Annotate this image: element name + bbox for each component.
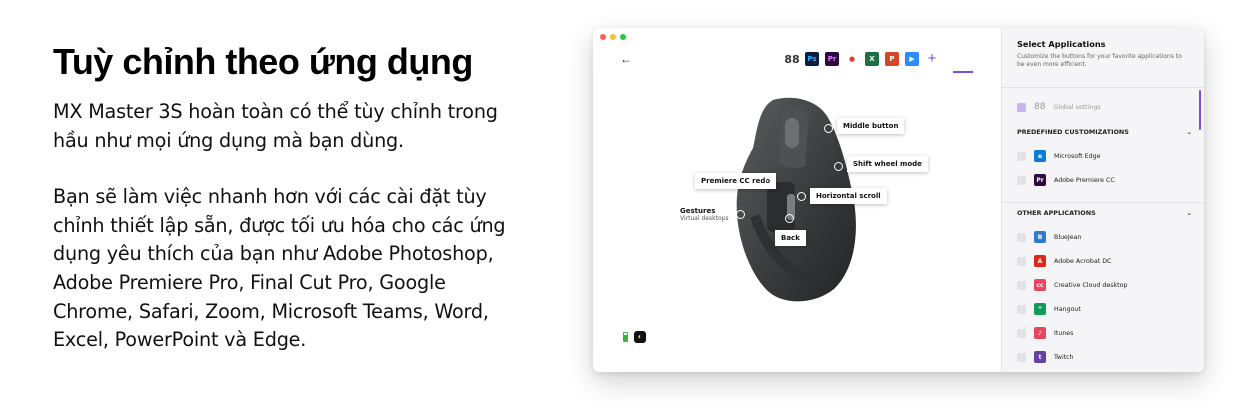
global-settings-icon: 88: [1034, 102, 1046, 112]
global-settings-checkbox[interactable]: [1017, 103, 1026, 112]
app-checkbox[interactable]: [1017, 305, 1026, 314]
add-app-underline: [953, 71, 973, 73]
other-app-row[interactable]: [1017, 231, 1082, 243]
hotspot-shift-wheel[interactable]: [834, 162, 843, 171]
callout-middle-button[interactable]: Middle button: [837, 118, 904, 134]
app-checkbox[interactable]: [1017, 233, 1026, 242]
powerpoint-icon[interactable]: P: [885, 52, 899, 66]
headline: Tuỳ chỉnh theo ứng dụng: [53, 41, 473, 82]
other-app-row[interactable]: [1017, 351, 1074, 363]
panel-subtitle: Customize the buttons for your favorite applications to be even more efficient.: [1017, 53, 1182, 68]
photoshop-icon[interactable]: Ps: [805, 52, 819, 66]
options-app-window: [593, 28, 1204, 372]
adobe-premiere-cc-icon: Pr: [1034, 174, 1046, 186]
hotspot-gestures[interactable]: [736, 210, 745, 219]
paragraph-intro: MX Master 3S hoàn toàn có thể tùy chỉnh trong hầu như mọi ứng dụng mà bạn dùng.: [53, 100, 498, 152]
select-applications-panel: [1001, 28, 1204, 372]
app-label: Creative Cloud desktop: [1054, 281, 1128, 289]
chevron-down-icon[interactable]: ⌄: [1186, 128, 1192, 136]
microsoft-edge-icon: e: [1034, 150, 1046, 162]
minimize-window-button[interactable]: [610, 34, 616, 40]
flow-icon[interactable]: ◐: [634, 331, 646, 343]
itunes-icon: ♪: [1034, 327, 1046, 339]
hotspot-back[interactable]: [785, 214, 794, 223]
other-app-row[interactable]: [1017, 327, 1073, 339]
excel-icon[interactable]: X: [865, 52, 879, 66]
chrome-icon[interactable]: ●: [848, 55, 856, 63]
app-label: Microsoft Edge: [1054, 152, 1101, 160]
callout-premiere-redo[interactable]: Premiere CC redo: [695, 173, 776, 189]
zoom-icon[interactable]: ▶: [905, 52, 919, 66]
other-app-row[interactable]: [1017, 303, 1081, 315]
gestures-label: Gestures: [680, 207, 716, 215]
callout-gestures[interactable]: [680, 207, 729, 222]
hotspot-horizontal-scroll[interactable]: [797, 192, 806, 201]
other-app-row[interactable]: [1017, 279, 1128, 291]
app-label: BlueJean: [1054, 233, 1082, 241]
window-controls: [600, 34, 626, 40]
app-checkbox[interactable]: [1017, 281, 1026, 290]
app-label: Adobe Acrobat DC: [1054, 257, 1112, 265]
creative-cloud-desktop-icon: cc: [1034, 279, 1046, 291]
back-arrow-icon[interactable]: ←: [620, 52, 632, 66]
panel-title: Select Applications: [1017, 39, 1106, 49]
app-checkbox[interactable]: [1017, 353, 1026, 362]
predefined-app-row[interactable]: [1017, 174, 1115, 186]
paragraph-details: Bạn sẽ làm việc nhanh hơn với các cài đặt tùy chỉnh thiết lập sẵn, được tối ưu hóa cho các ứng dụng yêu thích của bạn như Adobe Photoshop, Adobe Premiere Pro, Final Cut Pro, Google Chrome, Safari, Zoom, Microsoft Teams, Word, Excel, PowerPoint và Edge.: [53, 185, 506, 352]
other-section-header[interactable]: [1017, 209, 1192, 217]
app-checkbox[interactable]: [1017, 176, 1026, 185]
predefined-section-title: PREDEFINED CUSTOMIZATIONS: [1017, 128, 1129, 136]
app-checkbox[interactable]: [1017, 257, 1026, 266]
section-divider: [1002, 202, 1204, 203]
other-app-row[interactable]: [1017, 255, 1111, 267]
predefined-app-row[interactable]: [1017, 150, 1101, 162]
global-settings-label: Global settings: [1053, 103, 1101, 111]
panel-header: [1002, 28, 1204, 88]
bluejean-icon: B: [1034, 231, 1046, 243]
app-label: Adobe Premiere CC: [1054, 176, 1115, 184]
app-switcher: [785, 52, 939, 66]
hotspot-middle-button[interactable]: [824, 124, 833, 133]
other-section-title: OTHER APPLICATIONS: [1017, 209, 1096, 217]
global-settings-row[interactable]: [1017, 102, 1101, 112]
all-apps-icon[interactable]: 88: [784, 52, 800, 66]
callout-back[interactable]: Back: [775, 230, 806, 246]
app-label: Itunes: [1054, 329, 1074, 337]
chevron-down-icon[interactable]: ⌄: [1186, 209, 1192, 217]
twitch-icon: t: [1034, 351, 1046, 363]
panel-scrollbar[interactable]: [1199, 90, 1201, 130]
callout-shift-wheel[interactable]: Shift wheel mode: [847, 156, 928, 172]
add-app-icon[interactable]: +: [927, 50, 937, 67]
app-checkbox[interactable]: [1017, 329, 1026, 338]
app-label: Twitch: [1054, 353, 1074, 361]
maximize-window-button[interactable]: [620, 34, 626, 40]
app-label: Hangout: [1054, 305, 1081, 313]
gestures-sublabel: Virtual desktops: [680, 215, 729, 222]
battery-icon: [623, 332, 628, 342]
predefined-section-header[interactable]: [1017, 128, 1192, 136]
premiere-icon[interactable]: Pr: [825, 52, 839, 66]
close-window-button[interactable]: [600, 34, 606, 40]
app-checkbox[interactable]: [1017, 152, 1026, 161]
callout-horizontal-scroll[interactable]: Horizontal scroll: [810, 188, 887, 204]
hotspot-premiere-redo[interactable]: [765, 177, 774, 186]
marketing-copy: [53, 40, 523, 355]
hangout-icon: ”: [1034, 303, 1046, 315]
device-status: [623, 331, 646, 343]
adobe-acrobat-dc-icon: A: [1034, 255, 1046, 267]
